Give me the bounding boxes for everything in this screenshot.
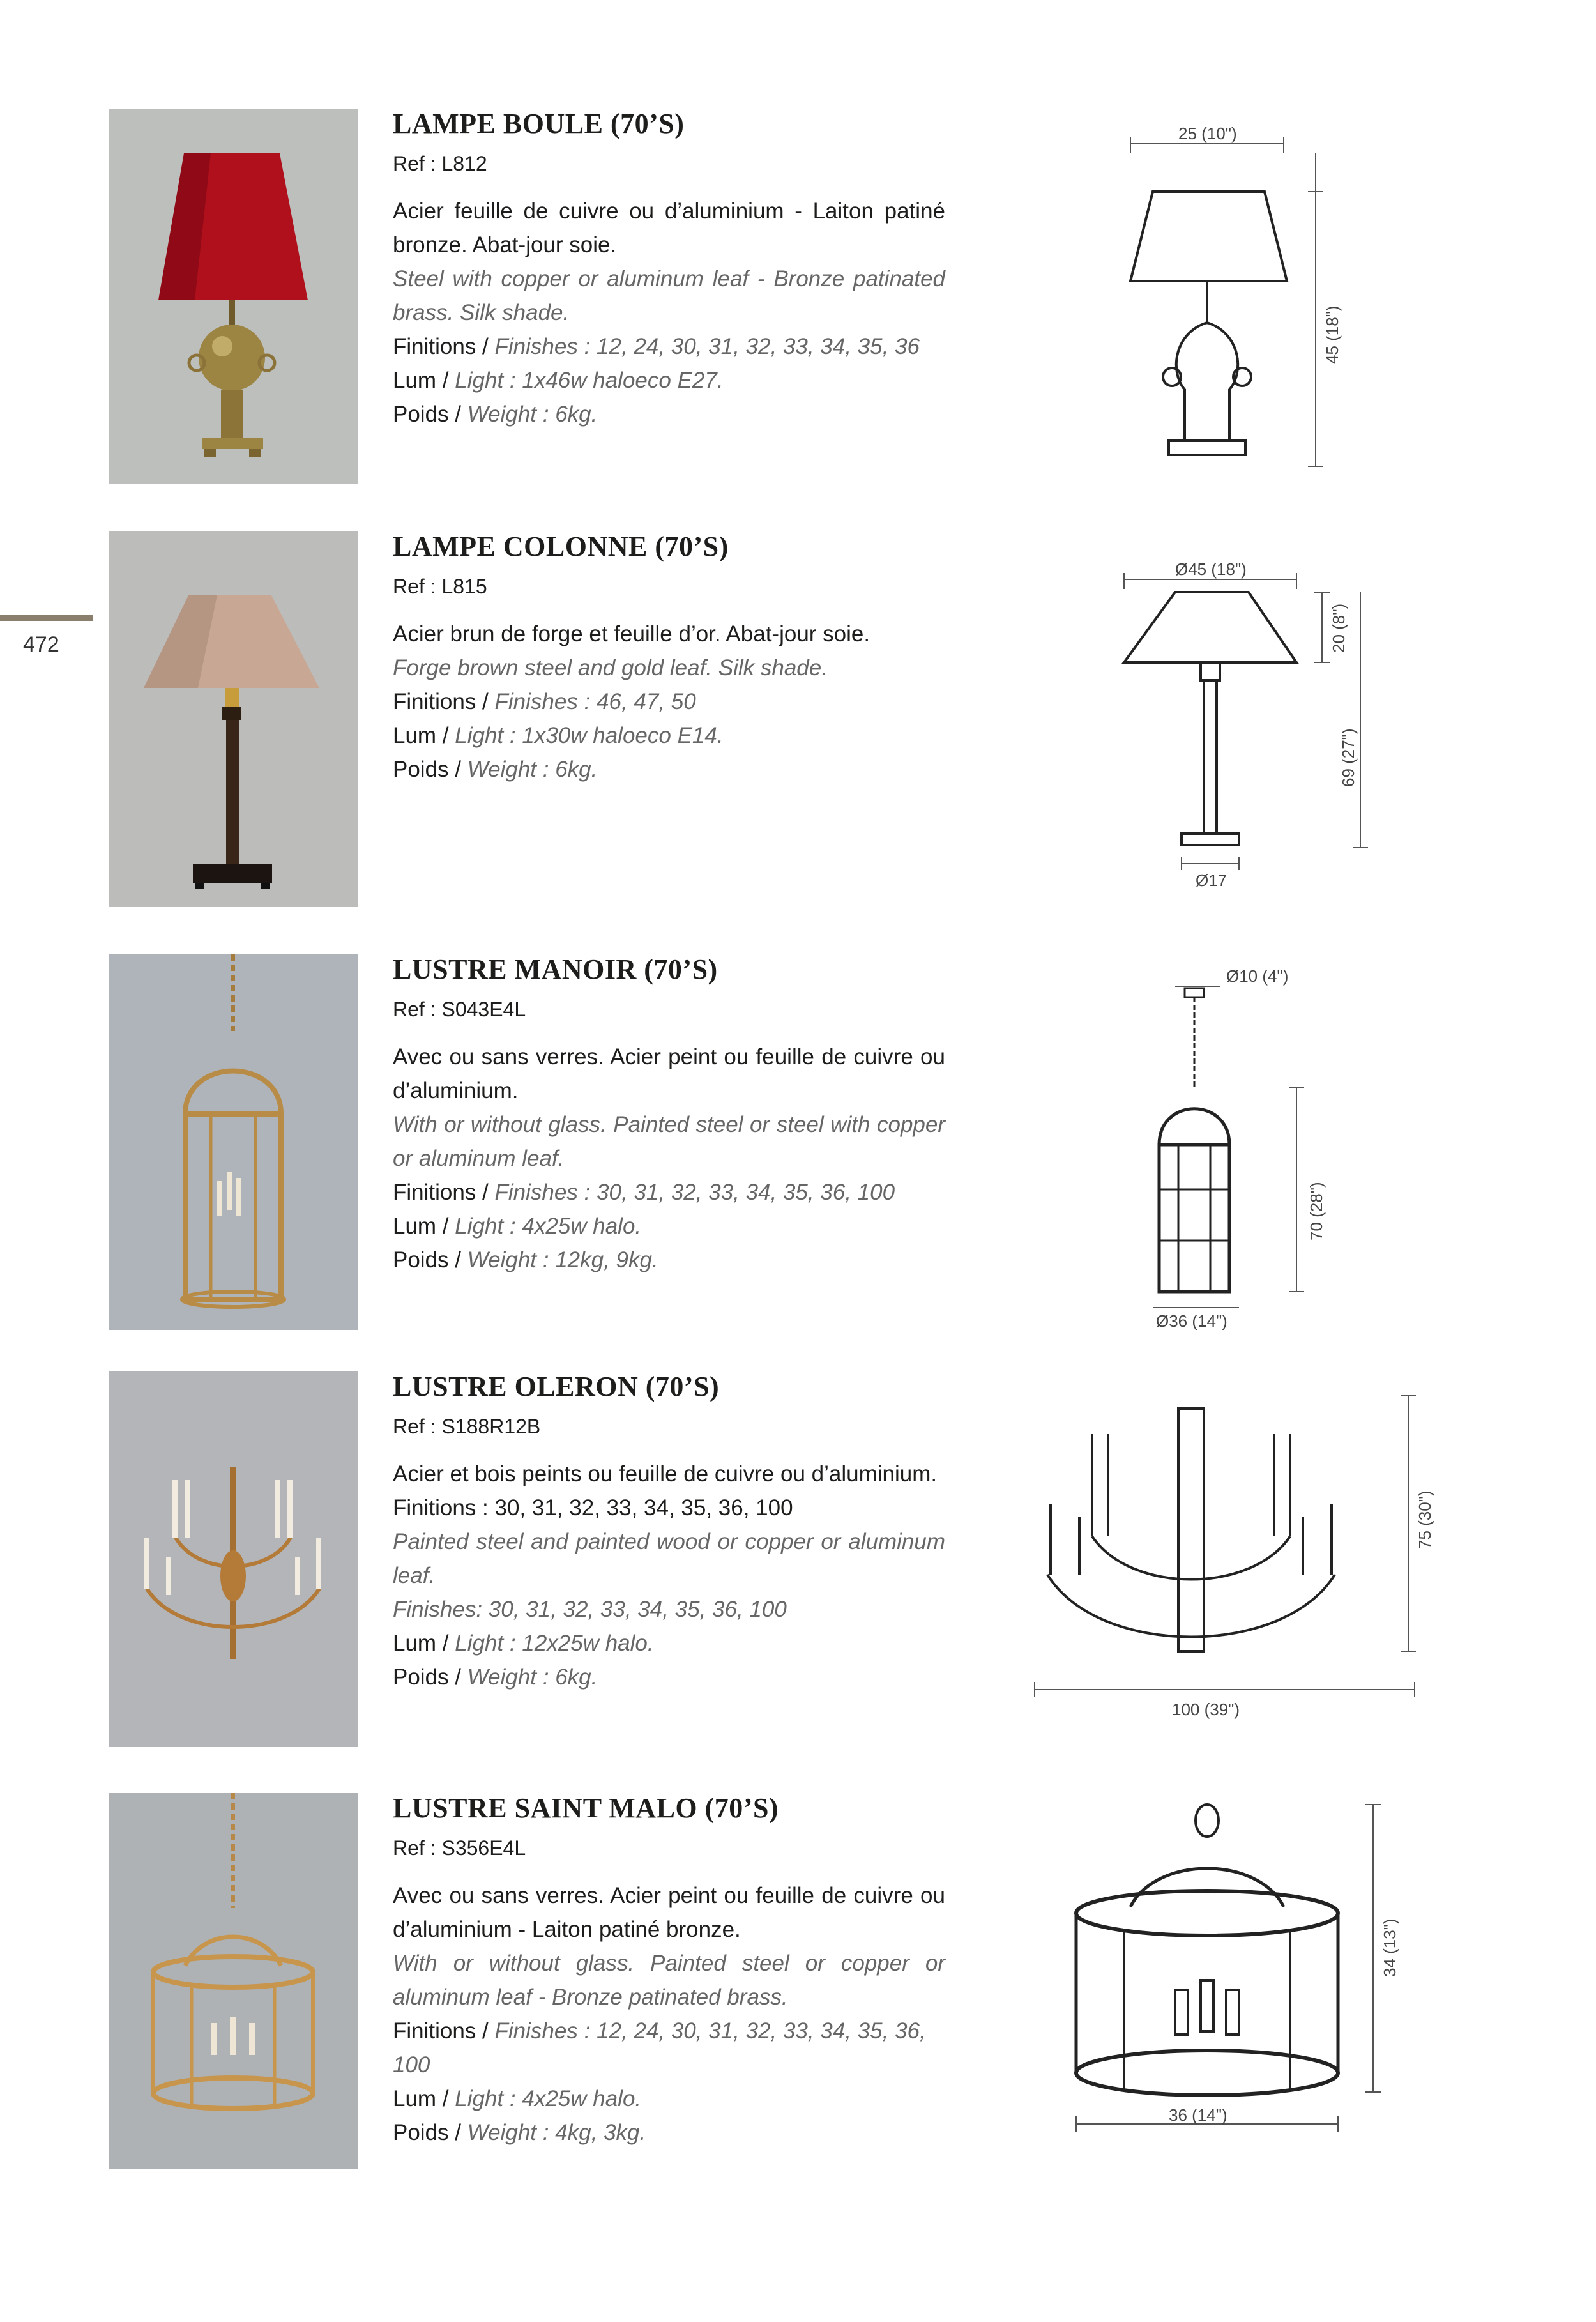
lamp-boule-drawing xyxy=(1111,121,1379,479)
page-number: 472 xyxy=(23,632,59,657)
description-fr: Acier brun de forge et feuille d’or. Abat-jour soie. xyxy=(393,622,870,646)
product-title: LUSTRE MANOIR (70’S) xyxy=(393,954,718,985)
chandelier-photo-illustration xyxy=(109,1371,358,1747)
light-label: Lum / xyxy=(393,723,449,748)
product-photo xyxy=(109,109,358,484)
chandelier-photo-illustration xyxy=(109,1793,358,2169)
dim-shade-height: 20 (8") xyxy=(1329,603,1348,653)
finishes-label: Finitions / xyxy=(393,2019,489,2043)
dim-height: 45 (18") xyxy=(1323,305,1342,364)
product-text xyxy=(393,1792,945,2150)
lustre-saint-malo-drawing xyxy=(1060,1798,1418,2156)
dim-height: 75 (30") xyxy=(1415,1490,1434,1549)
dim-base: Ø17 xyxy=(1196,871,1227,890)
finishes-label: Finitions / xyxy=(393,1180,489,1205)
light-label: Lum / xyxy=(393,2086,449,2111)
product-description xyxy=(393,617,945,786)
weight-value: Weight : 12kg, 9kg. xyxy=(467,1248,658,1272)
product-description xyxy=(393,1457,945,1694)
weight-value: Weight : 6kg. xyxy=(467,757,598,782)
product-text xyxy=(393,1370,945,1694)
lamp-colonne-drawing xyxy=(1111,557,1379,902)
light-line xyxy=(393,1626,945,1660)
product-photo xyxy=(109,954,358,1330)
finishes-label: Finitions / xyxy=(393,334,489,359)
weight-line xyxy=(393,1243,945,1277)
weight-value: Weight : 6kg. xyxy=(467,402,598,427)
description-en: With or without glass. Painted steel or steel with copper or aluminum leaf. xyxy=(393,1112,945,1171)
weight-label: Poids / xyxy=(393,1665,461,1690)
lustre-oleron-drawing xyxy=(1022,1383,1443,1741)
description-fr: Acier et bois peints ou feuille de cuivre ou d’aluminium. xyxy=(393,1462,938,1486)
finishes-value: Finishes : 12, 24, 30, 31, 32, 33, 34, 35, 36, 100 xyxy=(393,2019,926,2077)
product-text xyxy=(393,530,945,786)
description-en: Painted steel and painted wood or copper or aluminum leaf. xyxy=(393,1529,945,1588)
weight-value: Weight : 6kg. xyxy=(467,1665,598,1690)
weight-label: Poids / xyxy=(393,757,461,782)
lamp-photo-illustration xyxy=(109,531,358,907)
weight-value: Weight : 4kg, 3kg. xyxy=(467,2120,646,2145)
description-en-finishes: Finishes: 30, 31, 32, 33, 34, 35, 36, 100 xyxy=(393,1597,787,1622)
technical-drawing xyxy=(1111,121,1379,479)
description-fr: Avec ou sans verres. Acier peint ou feuille de cuivre ou d’aluminium - Laiton patiné bronze. xyxy=(393,1883,945,1942)
finishes-line xyxy=(393,1175,945,1209)
dim-width: 25 (10") xyxy=(1178,124,1237,143)
dim-bottom: Ø36 (14") xyxy=(1156,1311,1227,1330)
product-ref: Ref : S356E4L xyxy=(393,1837,526,1860)
light-line xyxy=(393,719,945,752)
product-photo xyxy=(109,1371,358,1747)
finishes-value: Finishes : 12, 24, 30, 31, 32, 33, 34, 35, 36 xyxy=(494,334,920,359)
finishes-line xyxy=(393,2014,945,2082)
light-value: Light : 12x25w halo. xyxy=(455,1631,654,1656)
dim-top: Ø10 (4") xyxy=(1226,966,1289,986)
light-label: Lum / xyxy=(393,1631,449,1656)
dim-height: 69 (27") xyxy=(1339,728,1358,787)
dim-height: 70 (28") xyxy=(1307,1182,1326,1241)
light-value: Light : 1x30w haloeco E14. xyxy=(455,723,724,748)
light-line xyxy=(393,363,945,397)
description-fr: Avec ou sans verres. Acier peint ou feuille de cuivre ou d’aluminium. xyxy=(393,1044,945,1103)
technical-drawing xyxy=(1022,1383,1443,1741)
technical-drawing xyxy=(1137,959,1348,1330)
finishes-label: Finitions / xyxy=(393,689,489,714)
light-label: Lum / xyxy=(393,368,449,393)
weight-line xyxy=(393,1660,945,1694)
description-fr: Acier feuille de cuivre ou d’aluminium - Laiton patiné bronze. Abat-jour soie. xyxy=(393,199,945,257)
dim-width: 100 (39") xyxy=(1172,1700,1240,1719)
light-label: Lum / xyxy=(393,1214,449,1239)
weight-label: Poids / xyxy=(393,1248,461,1272)
product-ref: Ref : L815 xyxy=(393,575,487,598)
light-line xyxy=(393,2082,945,2116)
lustre-manoir-drawing xyxy=(1137,959,1348,1330)
weight-line xyxy=(393,752,945,786)
dim-top: Ø45 (18") xyxy=(1175,560,1247,579)
finishes-value: Finishes : 46, 47, 50 xyxy=(494,689,696,714)
light-value: Light : 1x46w haloeco E27. xyxy=(455,368,724,393)
technical-drawing xyxy=(1111,557,1379,902)
product-text xyxy=(393,107,945,431)
product-text xyxy=(393,953,945,1277)
page-edge-tab xyxy=(0,615,93,621)
weight-label: Poids / xyxy=(393,2120,461,2145)
description-en: Steel with copper or aluminum leaf - Bronze patinated brass. Silk shade. xyxy=(393,266,945,325)
product-description xyxy=(393,194,945,431)
light-line xyxy=(393,1209,945,1243)
product-photo xyxy=(109,531,358,907)
product-title: LUSTRE SAINT MALO (70’S) xyxy=(393,1792,779,1824)
product-title: LAMPE COLONNE (70’S) xyxy=(393,531,729,562)
light-value: Light : 4x25w halo. xyxy=(455,1214,642,1239)
weight-line xyxy=(393,397,945,431)
product-ref: Ref : S188R12B xyxy=(393,1415,541,1438)
light-value: Light : 4x25w halo. xyxy=(455,2086,642,2111)
dim-height: 34 (13") xyxy=(1380,1918,1399,1977)
finishes-line xyxy=(393,685,945,719)
product-title: LUSTRE OLERON (70’S) xyxy=(393,1371,720,1402)
weight-line xyxy=(393,2116,945,2150)
product-ref: Ref : S043E4L xyxy=(393,998,526,1021)
technical-drawing xyxy=(1060,1798,1418,2156)
finishes-value: Finishes : 30, 31, 32, 33, 34, 35, 36, 100 xyxy=(494,1180,895,1205)
description-en: Forge brown steel and gold leaf. Silk shade. xyxy=(393,655,828,680)
product-ref: Ref : L812 xyxy=(393,152,487,175)
description-fr-finishes: Finitions : 30, 31, 32, 33, 34, 35, 36, 100 xyxy=(393,1495,793,1520)
finishes-line xyxy=(393,330,945,363)
weight-label: Poids / xyxy=(393,402,461,427)
product-description xyxy=(393,1879,945,2150)
product-photo xyxy=(109,1793,358,2169)
dim-width: 36 (14") xyxy=(1169,2105,1227,2125)
product-title: LAMPE BOULE (70’S) xyxy=(393,108,685,139)
product-description xyxy=(393,1040,945,1277)
chandelier-photo-illustration xyxy=(109,954,358,1330)
description-en: With or without glass. Painted steel or copper or aluminum leaf - Bronze patinated brass. xyxy=(393,1951,945,2010)
lamp-photo-illustration xyxy=(109,109,358,484)
